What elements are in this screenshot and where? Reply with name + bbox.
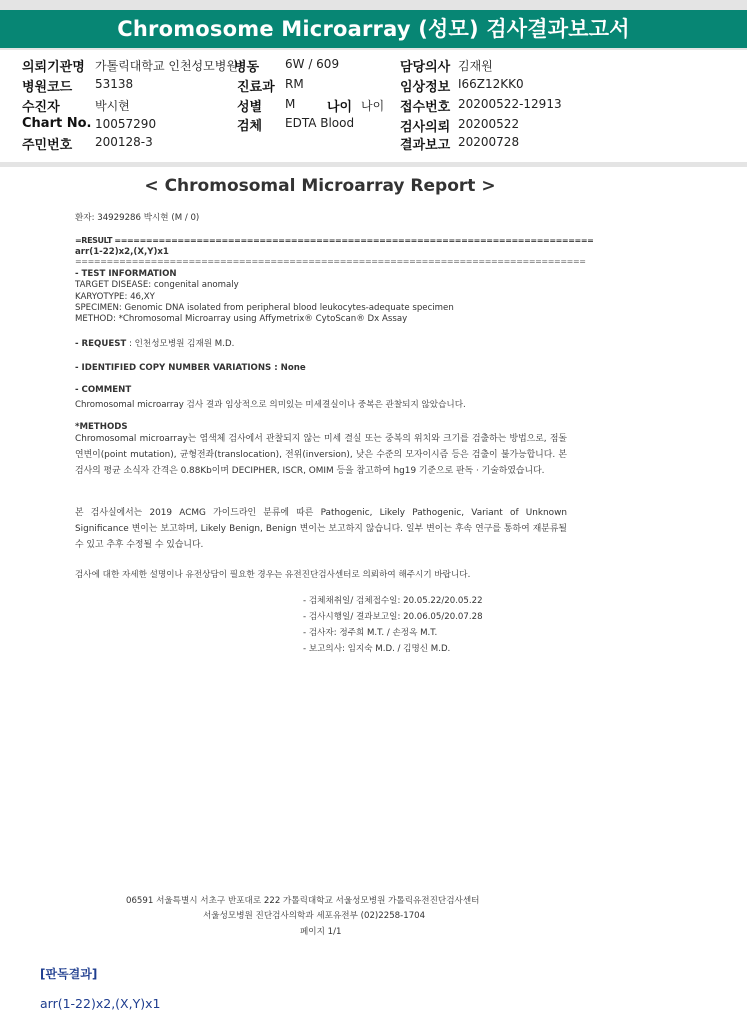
footer-address: 06591 서울특별시 서초구 반포대로 222 가톨릭대학교 서울성모병원 가톨릭유전진단검사센터	[126, 896, 480, 906]
request-value: : 인천성모병원 김재원 M.D.	[129, 339, 235, 349]
signature-line-1: - 검체채취일/ 검체접수일: 20.05.22/20.05.22	[303, 596, 483, 606]
methods-heading: *METHODS	[75, 422, 128, 432]
methods-paragraph-2: 본 검사실에서는 2019 ACMG 가이드라인 분류에 따른 Pathogenic, Likely Pathogenic, Variant of Unknown Significance 변이는 보고하며, Likely Benign, Benign 변이는 보고하지 않습니다. 일부 변이는 후속 연구를 통하여 재분류될 수 있고 추후 수정될 수 있습니다.	[75, 508, 567, 550]
request-label: - REQUEST	[75, 339, 127, 349]
institution-label: 의뢰기관명	[22, 60, 85, 75]
resident-number-label: 주민번호	[22, 138, 73, 153]
patient-line: 환자: 34929286 박시현 (M / 0)	[75, 213, 200, 223]
interpretation-panel	[0, 955, 747, 1029]
cnv-line: - IDENTIFIED COPY NUMBER VARIATIONS : None	[75, 363, 306, 373]
department-value: RM	[285, 77, 304, 91]
age-label: 나이	[327, 100, 353, 115]
clinical-info-label: 임상정보	[400, 80, 451, 95]
receipt-number-value: 20200522-12913	[458, 97, 562, 111]
test-info-heading: - TEST INFORMATION	[75, 269, 177, 279]
signature-line-3: - 검사자: 정주희 M.T. / 손정옥 M.T.	[303, 628, 438, 638]
sex-value: M	[285, 97, 296, 111]
sex-label: 성별	[237, 100, 263, 115]
interpretation-value: arr(1-22)x2,(X,Y)x1	[40, 996, 161, 1011]
patient-label: 수진자	[22, 100, 60, 115]
contact-text: 검사에 대한 자세한 설명이나 유전상담이 필요한 경우는 유전진단검사센터로 의뢰하여 해주시기 바랍니다.	[75, 570, 471, 580]
department-label: 진료과	[237, 80, 275, 95]
comment-heading: - COMMENT	[75, 385, 132, 395]
interpretation-title: [판독결과]	[40, 967, 98, 981]
resident-number-value: 200128-3	[95, 135, 153, 149]
signature-line-4: - 보고의사: 임지숙 M.D. / 김명신 M.D.	[303, 644, 451, 654]
specimen-desc: SPECIMEN: Genomic DNA isolated from peripheral blood leukocytes-adequate specimen	[75, 303, 454, 313]
result-value: arr(1-22)x2,(X,Y)x1	[75, 247, 169, 257]
hospital-code-value: 53138	[95, 77, 134, 91]
ward-value: 6W / 609	[285, 57, 340, 71]
target-disease: TARGET DISEASE: congenital anomaly	[75, 280, 239, 290]
separator-line: =================================================================================	[75, 257, 586, 266]
report-date-label: 결과보고	[400, 138, 451, 153]
signature-line-2: - 검사시행일/ 결과보고일: 20.06.05/20.07.28	[303, 612, 483, 622]
ward-label: 병동	[234, 60, 260, 75]
methods-paragraph-1: Chromosomal microarray는 염색체 검사에서 관찰되지 않는 미세 결실 또는 중복의 위치와 크기를 검출하는 방법으로, 점돌연변이(point mutation), 균형전좌(translocation), 전위(inversion), 낮은 수준의 모자이시즘 등은 검출이 불가능합니다. 본 검사의 평균 소식자 간격은 0.88Kb이며 DECIPHER, ISCR, OMIM 등을 참고하여 hg19 기준으로 판독 · 기술하였습니다.	[75, 434, 567, 476]
chart-number-value: 10057290	[95, 117, 157, 131]
clinical-info-value: I66Z12KK0	[458, 77, 524, 91]
age-value: 나이	[361, 99, 385, 113]
doctor-label: 담당의사	[400, 60, 451, 75]
institution-value: 가톨릭대학교 인천성모병원	[95, 59, 238, 73]
patient-info-panel	[0, 50, 747, 162]
method-desc: METHOD: *Chromosomal Microarray using Affymetrix® CytoScan® Dx Assay	[75, 314, 408, 324]
report-document	[0, 167, 747, 955]
doctor-value: 김재원	[458, 59, 493, 73]
report-title: < Chromosomal Microarray Report >	[144, 176, 496, 196]
patient-value: 박시현	[95, 99, 130, 113]
specimen-value: EDTA Blood	[285, 116, 355, 130]
specimen-label: 검체	[237, 119, 263, 134]
chart-number-label: Chart No.	[22, 116, 92, 131]
receipt-number-label: 접수번호	[400, 100, 451, 115]
karyotype: KARYOTYPE: 46,XY	[75, 292, 155, 302]
comment-text: Chromosomal microarray 검사 결과 임상적으로 의미있는 미세결실이나 중복은 관찰되지 않았습니다.	[75, 400, 466, 410]
page-number: 페이지 1/1	[300, 927, 342, 937]
report-date-value: 20200728	[458, 135, 520, 149]
hospital-code-label: 병원코드	[22, 80, 73, 95]
result-heading: =RESULT ============================================================================	[75, 236, 594, 245]
report-header-title: Chromosome Microarray (성모) 검사결과보고서	[0, 10, 747, 48]
request-line	[75, 337, 234, 349]
request-date-value: 20200522	[458, 117, 520, 131]
footer-contact: 서울성모병원 진단검사의학과 세포유전부 (02)2258-1704	[203, 911, 426, 921]
request-date-label: 검사의뢰	[400, 120, 451, 135]
